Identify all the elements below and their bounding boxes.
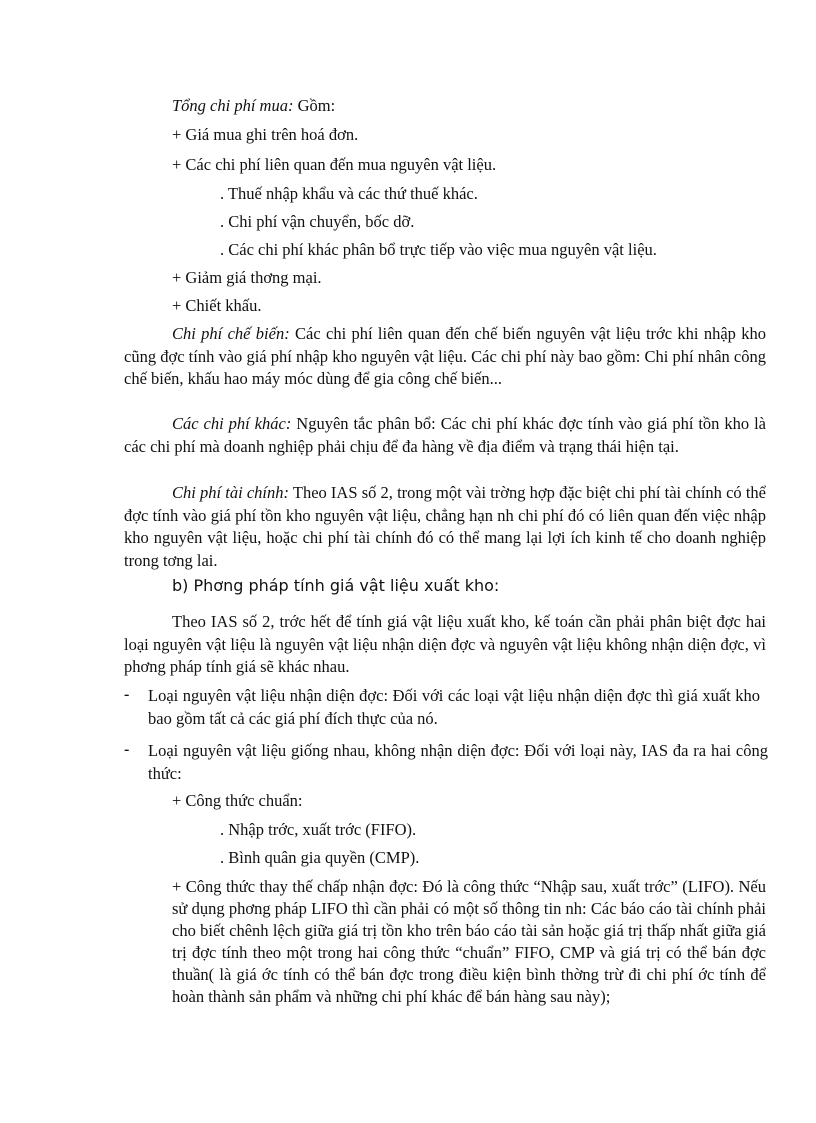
- total-purchase-line: [172, 95, 335, 117]
- section-heading: b) Phơng pháp tính giá vật liệu xuất kho:: [172, 576, 500, 595]
- list-item: . Các chi phí khác phân bổ trực tiếp vào việc mua nguyên vật liệu.: [220, 240, 657, 259]
- bullet-marker: -: [124, 686, 130, 703]
- bullet-text: Loại nguyên vật liệu nhận diện đợc: Đối với các loại vật liệu nhận diện đợc thì giá xuất kho bao gồm tất cả các giá phí đích thực của nó.: [148, 686, 760, 728]
- bullet-marker: -: [124, 741, 130, 758]
- list-item: + Chiết khấu.: [172, 296, 262, 315]
- financial-costs-text: Theo IAS số 2, trong một vài trờng hợp đặc biệt chi phí tài chính có thể đợc tính vào giá phí tồn kho nguyên vật liệu, chẳng hạn nh chi phí đó có liên quan đến việc nhập kho nguyên vật liệu, hoặc chi phí tài chính đó có thể mang lại lợi ích kinh tế cho doanh nghiệp trong tơng lai.: [124, 483, 766, 570]
- list-item: . Thuế nhập khẩu và các thứ thuế khác.: [220, 184, 478, 203]
- total-purchase-text: Gồm:: [293, 96, 336, 115]
- standard-formula-title: + Công thức chuẩn:: [172, 791, 303, 810]
- alternative-formula-paragraph: + Công thức thay thế chấp nhận đợc: Đó là công thức “Nhập sau, xuất trớc” (LIFO). Nếu sử dụng phơng pháp LIFO thì cần phải có một số thông tin nh: Các báo cáo tài chính phải cho biết chênh lệch giữa giá trị tồn kho trên báo cáo tài sản hoặc giá trị thấp nhất giữa giá trị đợc tính theo một trong hai công thức “chuẩn” FIFO, CMP và giá trị có thể bán đợc thuần( là giá ớc tính có thể bán đợc trong điều kiện bình thờng trừ đi chi phí ớc tính để hoàn thành sản phẩm và những chi phí khác để bán hàng sau này);: [172, 877, 766, 1006]
- total-purchase-term: Tổng chi phí mua:: [172, 96, 294, 115]
- list-item: + Giá mua ghi trên hoá đơn.: [172, 125, 359, 144]
- intro-paragraph: Theo IAS số 2, trớc hết để tính giá vật liệu xuất kho, kế toán cần phải phân biệt đợc hai loại nguyên vật liệu là nguyên vật liệu nhận diện đợc và nguyên vật liệu không nhận diện đợc, vì phơng pháp tính giá sẽ khác nhau.: [124, 612, 766, 676]
- other-costs-text: Nguyên tắc phân bổ: Các chi phí khác đợc tính vào giá phí tồn kho là các chi phí mà doanh nghiệp phải chịu để đa hàng về địa điểm và trạng thái hiện tại.: [124, 414, 766, 456]
- processing-term: Chi phí chế biến:: [172, 324, 290, 343]
- bullet-text: Loại nguyên vật liệu giống nhau, không nhận diện đợc: Đối với loại này, IAS đa ra hai công thức:: [148, 741, 768, 783]
- processing-text: Các chi phí liên quan đến chế biến nguyên vật liệu trớc khi nhập kho cũng đợc tính vào giá phí nhập kho nguyên vật liệu. Các chi phí này bao gồm: Chi phí nhân công chế biến, khấu hao máy móc dùng để gia công chế biến...: [124, 324, 766, 388]
- list-item: + Các chi phí liên quan đến mua nguyên vật liệu.: [172, 155, 497, 174]
- list-item: . Chi phí vận chuyển, bốc dỡ.: [220, 212, 415, 231]
- financial-costs-paragraph: [124, 482, 766, 572]
- list-item: + Giảm giá thơng mại.: [172, 268, 322, 287]
- other-costs-paragraph: [124, 413, 766, 458]
- other-costs-term: Các chi phí khác:: [172, 414, 292, 433]
- processing-paragraph: [124, 323, 766, 391]
- list-item: . Bình quân gia quyền (CMP).: [220, 848, 420, 867]
- financial-costs-term: Chi phí tài chính:: [172, 483, 289, 502]
- list-item: . Nhập trớc, xuất trớc (FIFO).: [220, 820, 417, 839]
